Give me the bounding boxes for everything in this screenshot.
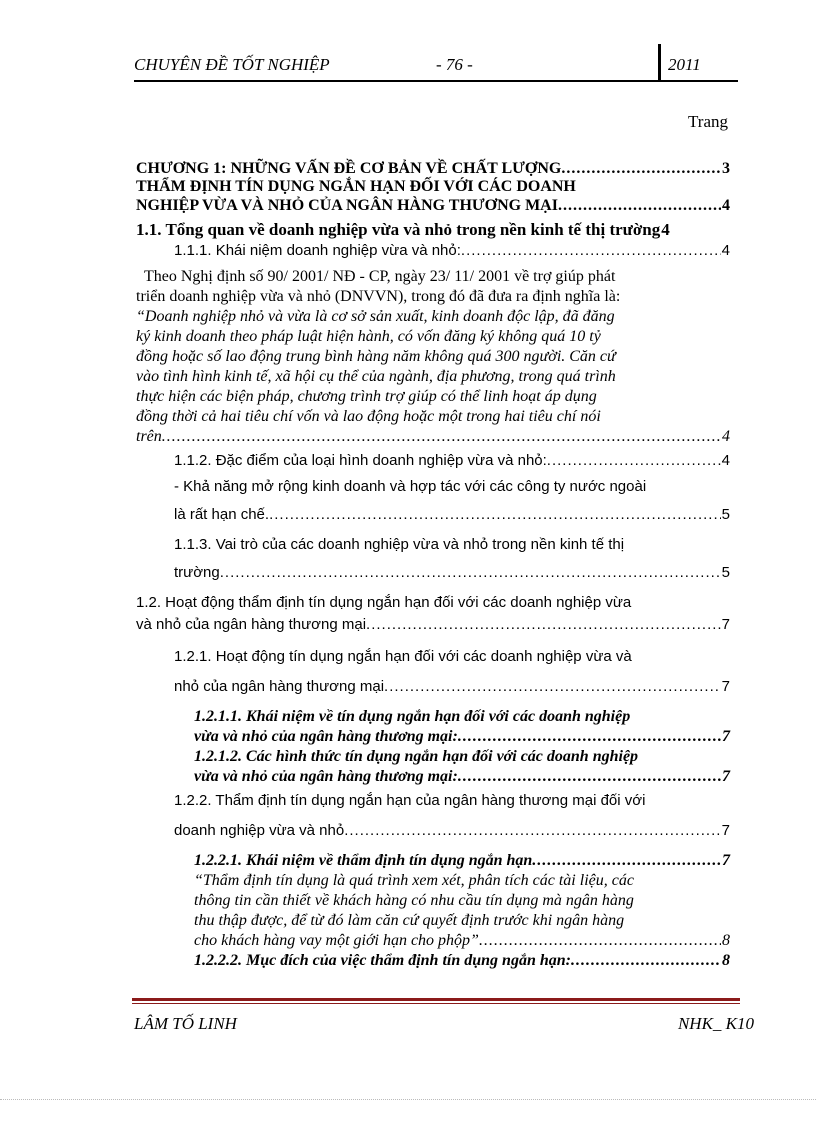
toc-section-1-2-1-2[interactable]: vừa và nhỏ của ngân hàng thương mại: ..... 7 [136, 768, 730, 792]
toc-section-1-1-2[interactable]: 1.1.2. Đặc điểm của loại hình doanh nghiệp vừa và nhỏ: ..... 4 [136, 452, 730, 478]
toc-item-line: 1.2.1. Hoạt động tín dụng ngắn hạn đối với các doanh nghiệp vừa và [174, 648, 632, 665]
header-page-number: - 76 - [436, 55, 473, 74]
toc-paragraph-line: vào tình hình kinh tế, xã hội cụ thể của ngành, địa phương, trong quá trình [136, 368, 616, 385]
toc-item-line: 1.2.1.2. Các hình thức tín dụng ngắn hạn đối với các doanh nghiệp [194, 748, 639, 765]
toc-item-limited-expansion[interactable]: là rất hạn chế. ..... 5 [136, 506, 730, 536]
footer-author: LÂM TỐ LINH [134, 1014, 237, 1033]
toc-paragraph-line: Theo Nghị định số 90/ 2001/ NĐ - CP, ngày 23/ 11/ 2001 về trợ giúp phát [144, 268, 616, 285]
toc-section-1-1-1[interactable]: 1.1.1. Khái niệm doanh nghiệp vừa và nhỏ: ..... 4 [136, 242, 730, 268]
toc-section-1-1[interactable]: 1.1. Tổng quan về doanh nghiệp vừa và nhỏ trong nền kinh tế thị trường 4 [136, 220, 670, 239]
toc-section-1-2-2[interactable]: doanh nghiệp vừa và nhỏ ..... 7 [136, 822, 730, 852]
toc-quote-end[interactable]: cho khách hàng vay một giới hạn cho phộp” ..... 8 [136, 932, 730, 952]
footer-rule [132, 998, 740, 1001]
toc-paragraph-line: triển doanh nghiệp vừa và nhỏ (DNVVN), trong đó đã đưa ra định nghĩa là: [136, 288, 621, 305]
toc-section-1-2-1[interactable]: nhỏ của ngân hàng thương mại ..... 7 [136, 678, 730, 708]
toc-item-line: 1.2. Hoạt động thẩm định tín dụng ngắn hạn đối với các doanh nghiệp vừa [136, 594, 632, 611]
toc-item-line: 1.2.2. Thẩm định tín dụng ngắn hạn của ngân hàng thương mại đối với [174, 792, 646, 809]
header-year: 2011 [668, 55, 701, 74]
toc-section-1-2[interactable]: và nhỏ của ngân hàng thương mại ..... 7 [136, 616, 730, 648]
footer-rule-thin [132, 1003, 740, 1004]
table-of-contents [136, 160, 730, 972]
header-title: CHUYÊN ĐỀ TỐT NGHIỆP [134, 55, 330, 74]
toc-item-line: 1.2.1.1. Khái niệm về tín dụng ngắn hạn đối với các doanh nghiệp [194, 708, 631, 725]
toc-section-1-2-1-1[interactable]: vừa và nhỏ của ngân hàng thương mại: ..... 7 [136, 728, 730, 748]
header-divider [658, 44, 661, 82]
toc-paragraph-line: đồng hoặc số lao động trung bình hàng năm không quá 300 người. Căn cứ [136, 348, 616, 365]
toc-chapter-1-line2: THẨM ĐỊNH TÍN DỤNG NGẮN HẠN ĐỐI VỚI CÁC DOANH [136, 178, 576, 195]
footer-class: NHK_ K10 [677, 1014, 754, 1033]
toc-quote-line: thông tin cần thiết về khách hàng có nhu cầu tín dụng mà ngân hàng [194, 892, 634, 909]
toc-item-line: - Khả năng mở rộng kinh doanh và hợp tác với các công ty nước ngoài [174, 478, 647, 495]
toc-chapter-1-line3[interactable]: NGHIỆP VỪA VÀ NHỎ CỦA NGÂN HÀNG THƯƠNG MẠI ..... 4 [136, 197, 730, 220]
toc-quote-line: thu thập được, để từ đó làm căn cứ quyết định trước khi ngân hàng [194, 912, 625, 929]
toc-paragraph-line: ký kinh doanh theo pháp luật hiện hành, có vốn đăng ký không quá 10 tỷ [136, 328, 601, 345]
toc-quote-line: “Thẩm định tín dụng là quá trình xem xét, phân tích các tài liệu, các [194, 872, 634, 889]
page-column-label: Trang [688, 112, 728, 131]
toc-chapter-1[interactable]: CHƯƠNG 1: NHỮNG VẤN ĐỀ CƠ BẢN VỀ CHẤT LƯỢNG ..... 3 [136, 160, 730, 178]
toc-paragraph-line: “Doanh nghiệp nhỏ và vừa là cơ sở sản xuất, kinh doanh độc lập, đã đăng [136, 308, 615, 325]
page-bottom-divider [0, 1099, 816, 1100]
toc-item-line: 1.1.3. Vai trò của các doanh nghiệp vừa và nhỏ trong nền kinh tế thị [174, 536, 625, 553]
page-header [134, 50, 738, 82]
toc-section-1-2-2-1[interactable]: 1.2.2.1. Khái niệm về thẩm định tín dụng ngắn hạn ..... 7 [136, 852, 730, 872]
toc-section-1-1-3[interactable]: trường ..... 5 [136, 564, 730, 594]
toc-paragraph-end[interactable]: trên ..... 4 [136, 428, 730, 452]
toc-section-1-2-2-2[interactable]: 1.2.2.2. Mục đích của việc thẩm định tín dụng ngắn hạn: ..... 8 [136, 952, 730, 972]
toc-paragraph-line: thực hiện các biện pháp, chương trình trợ giúp có thể linh hoạt áp dụng [136, 388, 597, 405]
toc-paragraph-line: đồng thời cả hai tiêu chí vốn và lao động hoặc một trong hai tiêu chí nói [136, 408, 601, 425]
